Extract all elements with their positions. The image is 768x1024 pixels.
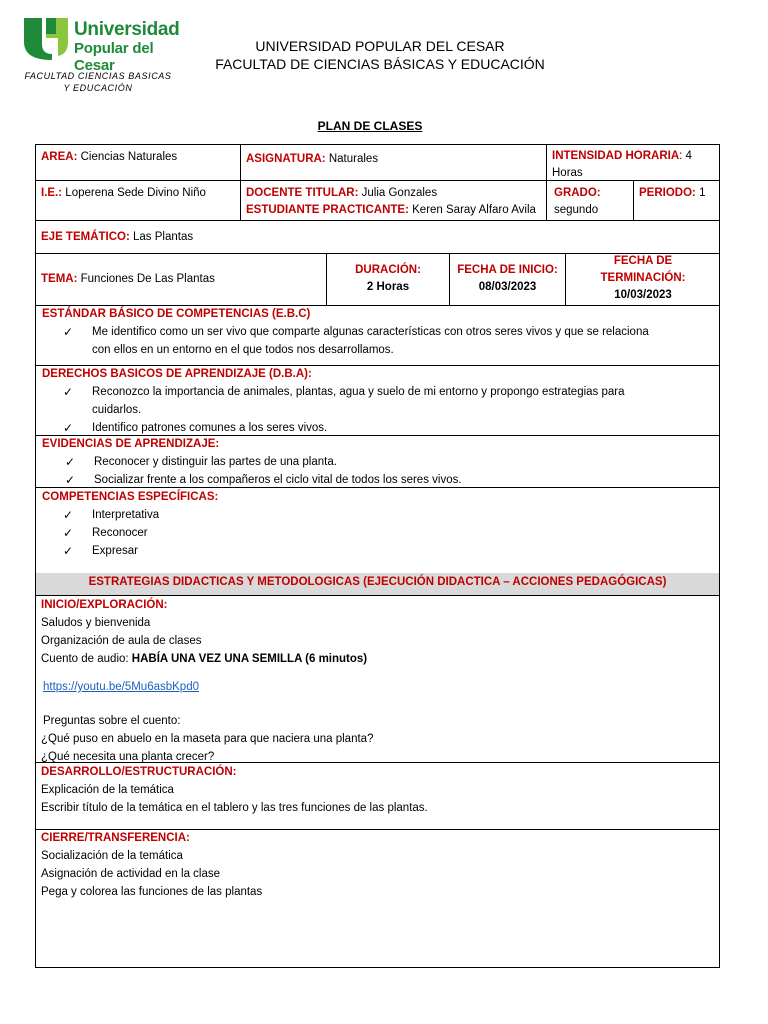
grado-label: GRADO:	[554, 187, 601, 199]
dba-title: DERECHOS BASICOS DE APRENDIZAJE (D.B.A):	[42, 368, 312, 380]
desarrollo-line: Escribir título de la temática en el tablero y las tres funciones de las plantas.	[41, 802, 428, 814]
ebc-item-text-cont: con ellos en un entorno en el que todos nos desarrollamos.	[92, 344, 394, 356]
tema-cell	[41, 271, 321, 288]
ebc-item	[42, 323, 716, 341]
audio-title: HABÍA UNA VEZ UNA SEMILLA (6 minutos)	[131, 653, 368, 665]
desarrollo-line: Explicación de la temática	[41, 784, 174, 796]
inicio-line: Saludos y bienvenida	[41, 617, 151, 629]
header-university: UNIVERSIDAD POPULAR DEL CESAR	[255, 38, 505, 54]
faculty-subtitle-line-1: FACULTAD CIENCIAS BASICAS	[24, 71, 172, 81]
periodo-cell	[639, 185, 719, 202]
tema-value: Funciones De Las Plantas	[80, 273, 215, 285]
ie-label: I.E.:	[41, 187, 63, 199]
intensidad-cell	[552, 148, 718, 182]
ebc-title: ESTÁNDAR BÁSICO DE COMPETENCIAS (E.B.C)	[42, 308, 311, 320]
area-label: AREA:	[41, 151, 78, 163]
header-faculty: FACULTAD DE CIENCIAS BÁSICAS Y EDUCACIÓN	[215, 56, 545, 72]
competencias-item-text: Interpretativa	[92, 509, 160, 521]
checkmark-icon: ✓	[63, 544, 74, 558]
checkmark-icon: ✓	[63, 508, 74, 522]
asignatura-value: Naturales	[328, 153, 379, 165]
question-line: ¿Qué necesita una planta crecer?	[41, 751, 215, 763]
dba-item	[42, 419, 716, 437]
ebc-item-continuation	[42, 341, 716, 359]
university-logo	[22, 14, 192, 74]
evidencias-item	[42, 453, 716, 471]
cierre-title: CIERRE/TRANSFERENCIA:	[41, 832, 190, 844]
checkmark-icon: ✓	[65, 473, 76, 487]
inicio-title: INICIO/EXPLORACIÓN:	[41, 599, 168, 611]
checkmark-icon: ✓	[65, 455, 76, 469]
faculty-subtitle-line-2: Y EDUCACIÓN	[63, 83, 133, 93]
competencias-item	[42, 506, 716, 524]
fecha-terminacion-label-1: FECHA DE	[613, 255, 673, 267]
logo-line-1: Universidad	[74, 19, 180, 40]
dba-section	[42, 366, 716, 437]
asignatura-label: ASIGNATURA:	[246, 153, 326, 165]
evidencias-item	[42, 471, 716, 489]
desarrollo-section	[41, 763, 715, 817]
duracion-label: DURACIÓN:	[355, 264, 421, 276]
fecha-terminacion-cell	[566, 253, 720, 304]
dba-item-text: Identifico patrones comunes a los seres vivos.	[92, 422, 328, 434]
docente-cell	[246, 185, 546, 219]
desarrollo-title: DESARROLLO/ESTRUCTURACIÓN:	[41, 766, 237, 778]
grado-cell	[554, 185, 630, 219]
fecha-terminacion-label-2: TERMINACIÓN:	[600, 272, 686, 284]
competencias-item-text: Expresar	[92, 545, 139, 557]
cierre-line: Socialización de la temática	[41, 850, 183, 862]
cierre-line: Pega y colorea las funciones de las plantas	[41, 886, 263, 898]
checkmark-icon: ✓	[63, 526, 74, 540]
docente-value: Julia Gonzales	[361, 187, 438, 199]
estudiante-label: ESTUDIANTE PRACTICANTE:	[246, 204, 409, 216]
cierre-line: Asignación de actividad en la clase	[41, 868, 221, 880]
dba-item-text-cont: cuidarlos.	[92, 404, 142, 416]
class-plan-table	[35, 144, 720, 968]
tema-label: TEMA:	[41, 273, 78, 285]
eje-cell	[41, 229, 711, 246]
logo-line-2: Popular del Cesar	[74, 40, 154, 74]
duracion-value: 2 Horas	[366, 281, 410, 293]
checkmark-icon: ✓	[63, 325, 74, 339]
ie-cell	[41, 185, 236, 202]
grado-value: segundo	[554, 204, 599, 216]
evidencias-item-text: Socializar frente a los compañeros el ciclo vital de todos los seres vivos.	[94, 474, 462, 486]
competencias-item	[42, 542, 716, 560]
checkmark-icon: ✓	[63, 385, 74, 399]
fecha-terminacion-value: 10/03/2023	[614, 289, 672, 301]
audio-label: Cuento de audio:	[41, 653, 132, 665]
evidencias-title: EVIDENCIAS DE APRENDIZAJE:	[42, 438, 220, 450]
estudiante-value: Keren Saray Alfaro Avila	[412, 204, 536, 216]
dba-item-continuation	[42, 401, 716, 419]
col-divider	[546, 145, 547, 220]
asignatura-cell	[246, 151, 542, 168]
evidencias-item-text: Reconocer y distinguir las partes de una planta.	[94, 456, 337, 468]
periodo-label: PERIODO:	[639, 187, 696, 199]
cierre-section	[41, 829, 715, 901]
docente-label: DOCENTE TITULAR:	[246, 187, 359, 199]
col-divider	[240, 145, 241, 220]
fecha-inicio-cell	[450, 262, 565, 296]
fecha-inicio-value: 08/03/2023	[478, 281, 537, 293]
ebc-section	[42, 306, 716, 359]
checkmark-icon: ✓	[63, 421, 74, 435]
dba-item-text: Reconozco la importancia de animales, plantas, agua y suelo de mi entorno y propongo estrategias para	[92, 386, 625, 398]
area-cell	[41, 149, 236, 166]
col-divider	[633, 180, 634, 220]
strategies-title: ESTRATEGIAS DIDACTICAS Y METODOLOGICAS (EJECUCIÓN DIDACTICA – ACCIONES PEDAGÓGICAS)	[88, 576, 667, 588]
question-line: ¿Qué puso en abuelo en la maseta para que naciera una planta?	[41, 733, 374, 745]
area-value: Ciencias Naturales	[80, 151, 178, 163]
inicio-line: Organización de aula de clases	[41, 635, 202, 647]
row-divider	[36, 220, 719, 221]
duracion-cell	[327, 262, 449, 296]
periodo-value: 1	[699, 187, 706, 199]
intensidad-label: INTENSIDAD HORARIA	[552, 150, 680, 162]
fecha-inicio-label: FECHA DE INICIO:	[457, 264, 558, 276]
eje-value: Las Plantas	[133, 231, 194, 243]
dba-item	[42, 383, 716, 401]
intensidad-unit: Horas	[552, 167, 583, 179]
video-link[interactable]: https://youtu.be/5Mu6asbKpd0	[43, 681, 199, 693]
competencias-section	[42, 489, 716, 560]
evidencias-section	[42, 436, 716, 489]
eje-label: EJE TEMÁTICO:	[41, 231, 130, 243]
intensidad-value: : 4	[679, 150, 692, 162]
faculty-subtitle	[18, 70, 178, 94]
plan-title: PLAN DE CLASES	[317, 119, 423, 133]
questions-intro: Preguntas sobre el cuento:	[43, 715, 181, 727]
competencias-title: COMPETENCIAS ESPECÍFICAS:	[42, 491, 219, 503]
ebc-item-text: Me identifico como un ser vivo que comparte algunas características con otros seres vivos y que se relaciona	[92, 326, 649, 338]
inicio-section	[41, 596, 715, 766]
competencias-item	[42, 524, 716, 542]
ie-value: Loperena Sede Divino Niño	[65, 187, 206, 199]
competencias-item-text: Reconocer	[92, 527, 148, 539]
university-emblem-icon	[22, 14, 70, 60]
